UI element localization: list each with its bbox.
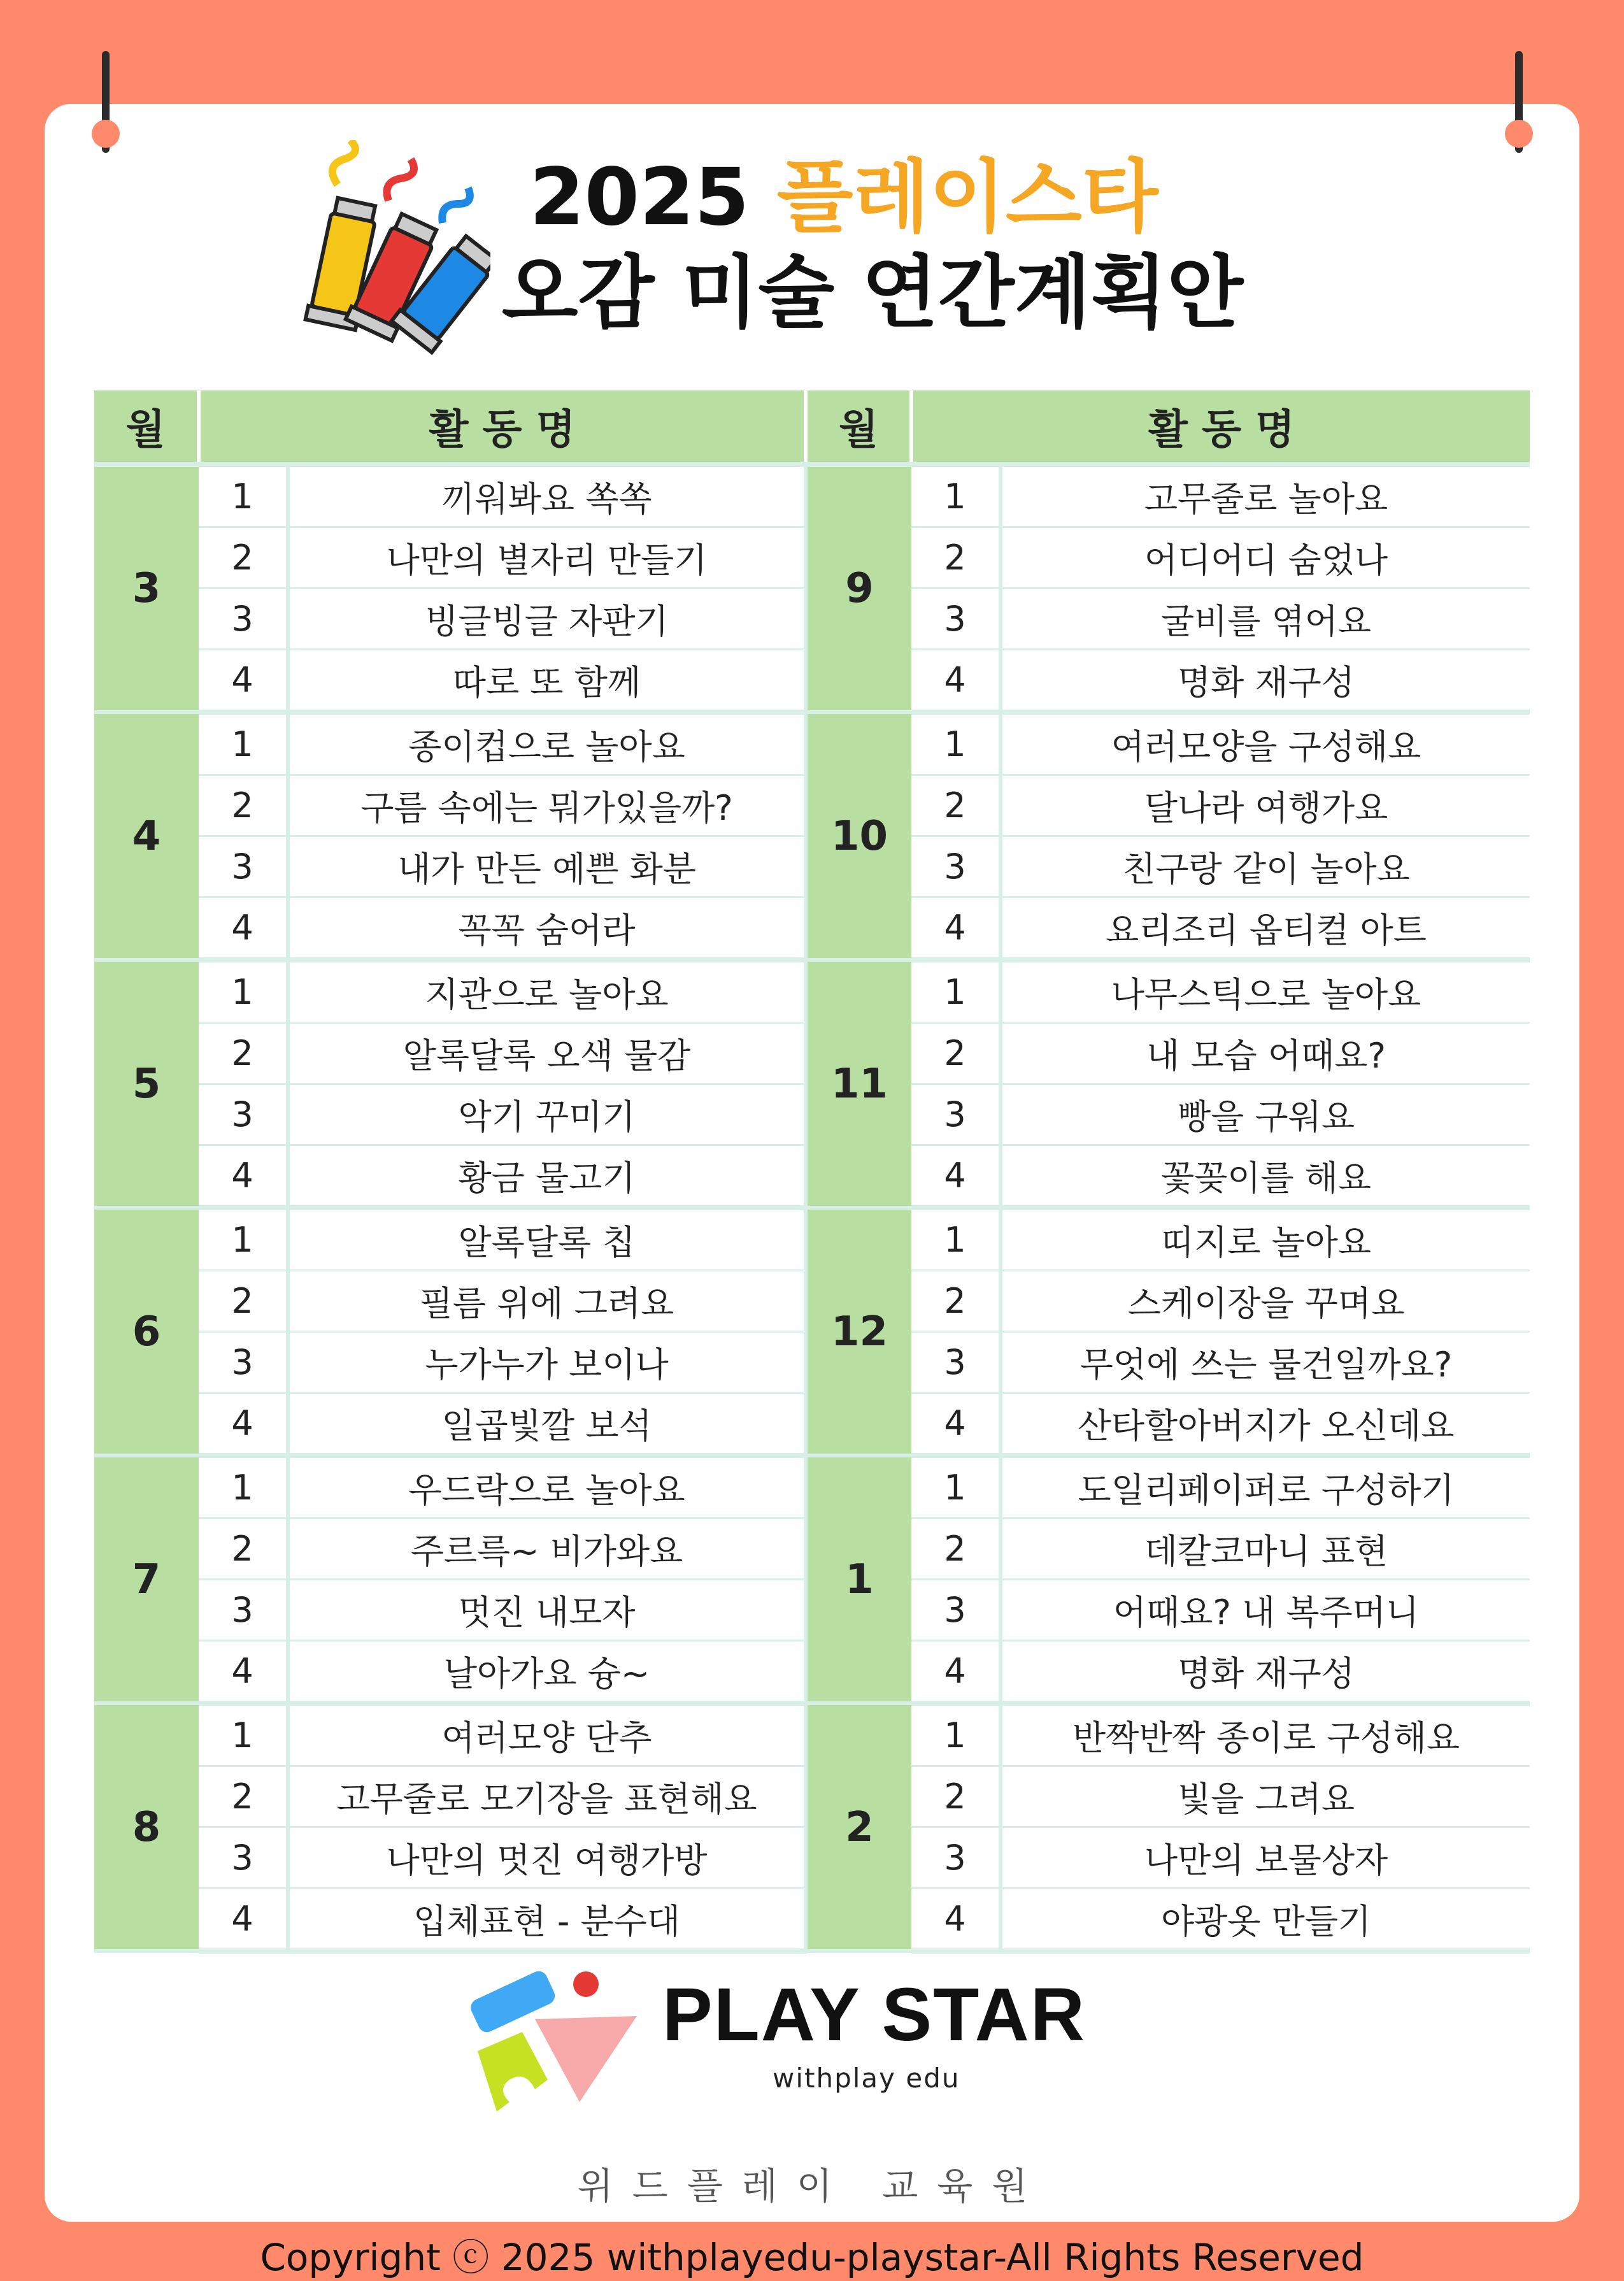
activity-name: 알록달록 오색 물감 <box>288 1023 806 1084</box>
item-number: 2 <box>911 1766 1001 1827</box>
item-number: 3 <box>911 1580 1001 1641</box>
month-cell: 3 <box>94 464 199 712</box>
activity-name: 여러모양 단추 <box>288 1703 806 1766</box>
activity-name: 날아가요 슝~ <box>288 1641 806 1704</box>
item-number: 3 <box>911 1827 1001 1889</box>
item-number: 3 <box>911 1084 1001 1145</box>
table-row <box>94 1455 1530 1519</box>
activity-name: 어디어디 숨었나 <box>1001 527 1530 589</box>
activity-name: 황금 물고기 <box>288 1145 806 1208</box>
title-brand: 플레이스타 <box>776 152 1158 243</box>
activity-name: 무엇에 쓰는 물건일까요? <box>1001 1332 1530 1393</box>
item-number: 4 <box>199 1889 288 1952</box>
item-number: 3 <box>199 589 288 650</box>
item-number: 3 <box>199 836 288 897</box>
brand-name: PLAY STAR <box>662 1973 1086 2057</box>
activity-name: 어때요? 내 복주머니 <box>1001 1580 1530 1641</box>
column-header-activity-left: 활 동 명 <box>199 390 806 464</box>
activity-name: 주르륵~ 비가와요 <box>288 1519 806 1580</box>
activity-name: 누가누가 보이나 <box>288 1332 806 1393</box>
month-cell: 4 <box>94 712 199 960</box>
activity-name: 빛을 그려요 <box>1001 1766 1530 1827</box>
page-title-line1 <box>0 150 1624 245</box>
activity-name: 알록달록 칩 <box>288 1208 806 1271</box>
table-header-row <box>94 390 1530 464</box>
item-number: 2 <box>199 1271 288 1332</box>
brand-subtitle: withplay edu <box>773 2063 960 2094</box>
activity-name: 도일리페이퍼로 구성하기 <box>1001 1455 1530 1519</box>
item-number: 1 <box>911 1455 1001 1519</box>
month-cell: 9 <box>806 464 911 712</box>
activity-name: 친구랑 같이 놀아요 <box>1001 836 1530 897</box>
activity-name: 나만의 멋진 여행가방 <box>288 1827 806 1889</box>
item-number: 2 <box>199 527 288 589</box>
item-number: 3 <box>911 1332 1001 1393</box>
item-number: 2 <box>911 1271 1001 1332</box>
activity-name: 우드락으로 놀아요 <box>288 1455 806 1519</box>
activity-name: 내 모습 어때요? <box>1001 1023 1530 1084</box>
column-header-activity-right: 활 동 명 <box>911 390 1530 464</box>
item-number: 1 <box>199 960 288 1023</box>
activity-name: 달나라 여행가요 <box>1001 775 1530 836</box>
activity-name: 구름 속에는 뭐가있을까? <box>288 775 806 836</box>
item-number: 3 <box>911 589 1001 650</box>
table-row <box>94 464 1530 527</box>
item-number: 4 <box>911 1889 1001 1952</box>
item-number: 2 <box>199 1766 288 1827</box>
activity-name: 요리조리 옵티컬 아트 <box>1001 897 1530 961</box>
organization-name: 위드플레이 교육원 <box>577 2164 1047 2208</box>
column-header-month-right: 월 <box>806 390 911 464</box>
month-cell: 5 <box>94 960 199 1208</box>
item-number: 3 <box>199 1580 288 1641</box>
activity-name: 내가 만든 예쁜 화분 <box>288 836 806 897</box>
activity-name: 명화 재구성 <box>1001 1641 1530 1704</box>
activity-name: 따로 또 함께 <box>288 650 806 713</box>
item-number: 4 <box>199 1145 288 1208</box>
item-number: 2 <box>911 775 1001 836</box>
month-cell: 12 <box>806 1208 911 1455</box>
item-number: 3 <box>199 1084 288 1145</box>
item-number: 2 <box>199 1023 288 1084</box>
activity-name: 꽃꽂이를 해요 <box>1001 1145 1530 1208</box>
item-number: 1 <box>199 1208 288 1271</box>
item-number: 2 <box>199 775 288 836</box>
activity-name: 빵을 구워요 <box>1001 1084 1530 1145</box>
activity-name: 나만의 보물상자 <box>1001 1827 1530 1889</box>
item-number: 4 <box>911 1641 1001 1704</box>
activity-name: 필름 위에 그려요 <box>288 1271 806 1332</box>
activity-name: 끼워봐요 쏙쏙 <box>288 464 806 527</box>
activity-name: 꼭꼭 숨어라 <box>288 897 806 961</box>
activity-name: 악기 꾸미기 <box>288 1084 806 1145</box>
activity-name: 여러모양을 구성해요 <box>1001 712 1530 775</box>
item-number: 4 <box>199 897 288 961</box>
month-cell: 10 <box>806 712 911 960</box>
activity-name: 고무줄로 모기장을 표현해요 <box>288 1766 806 1827</box>
item-number: 1 <box>911 960 1001 1023</box>
activity-name: 나무스틱으로 놀아요 <box>1001 960 1530 1023</box>
item-number: 4 <box>911 650 1001 713</box>
item-number: 1 <box>911 1703 1001 1766</box>
right-hook-pin <box>1505 120 1533 148</box>
activity-name: 일곱빛깔 보석 <box>288 1393 806 1456</box>
item-number: 4 <box>911 897 1001 961</box>
activity-name: 굴비를 엮어요 <box>1001 589 1530 650</box>
table-row <box>94 1208 1530 1271</box>
column-header-month-left: 월 <box>94 390 199 464</box>
item-number: 3 <box>199 1827 288 1889</box>
activity-name: 명화 재구성 <box>1001 650 1530 713</box>
month-cell: 2 <box>806 1703 911 1951</box>
item-number: 1 <box>911 712 1001 775</box>
item-number: 2 <box>911 1519 1001 1580</box>
copyright-notice: Copyright ⓒ 2025 withplayedu-playstar-All Rights Reserved <box>260 2236 1364 2279</box>
item-number: 1 <box>199 712 288 775</box>
item-number: 1 <box>911 1208 1001 1271</box>
activity-name: 스케이장을 꾸며요 <box>1001 1271 1530 1332</box>
activity-name: 야광옷 만들기 <box>1001 1889 1530 1952</box>
left-hook-pin <box>92 120 120 148</box>
title-year: 2025 <box>529 152 750 243</box>
item-number: 2 <box>911 1023 1001 1084</box>
activity-name: 나만의 별자리 만들기 <box>288 527 806 589</box>
month-cell: 8 <box>94 1703 199 1951</box>
table-row <box>94 1703 1530 1766</box>
title-block <box>0 150 1624 341</box>
annual-plan-table <box>94 390 1530 1954</box>
month-cell: 11 <box>806 960 911 1208</box>
item-number: 3 <box>199 1332 288 1393</box>
activity-name: 데칼코마니 표현 <box>1001 1519 1530 1580</box>
month-cell: 6 <box>94 1208 199 1455</box>
item-number: 2 <box>911 527 1001 589</box>
activity-name: 띠지로 놀아요 <box>1001 1208 1530 1271</box>
table-body <box>94 464 1530 1951</box>
play-star-logo <box>465 1956 643 2115</box>
activity-name: 고무줄로 놀아요 <box>1001 464 1530 527</box>
item-number: 3 <box>911 836 1001 897</box>
item-number: 4 <box>199 650 288 713</box>
item-number: 4 <box>911 1393 1001 1456</box>
item-number: 1 <box>199 1455 288 1519</box>
activity-name: 빙글빙글 자판기 <box>288 589 806 650</box>
item-number: 2 <box>199 1519 288 1580</box>
item-number: 1 <box>911 464 1001 527</box>
activity-name: 산타할아버지가 오신데요 <box>1001 1393 1530 1456</box>
activity-name: 지관으로 놀아요 <box>288 960 806 1023</box>
item-number: 1 <box>199 464 288 527</box>
activity-name: 반짝반짝 종이로 구성해요 <box>1001 1703 1530 1766</box>
table-row <box>94 712 1530 775</box>
item-number: 4 <box>199 1393 288 1456</box>
activity-name: 멋진 내모자 <box>288 1580 806 1641</box>
item-number: 4 <box>911 1145 1001 1208</box>
table-row <box>94 960 1530 1023</box>
month-cell: 7 <box>94 1455 199 1703</box>
item-number: 1 <box>199 1703 288 1766</box>
activity-name: 종이컵으로 놀아요 <box>288 712 806 775</box>
page-title-line2: 오감 미술 연간계획안 <box>501 247 1244 339</box>
activity-name: 입체표현 - 분수대 <box>288 1889 806 1952</box>
item-number: 4 <box>199 1641 288 1704</box>
month-cell: 1 <box>806 1455 911 1703</box>
